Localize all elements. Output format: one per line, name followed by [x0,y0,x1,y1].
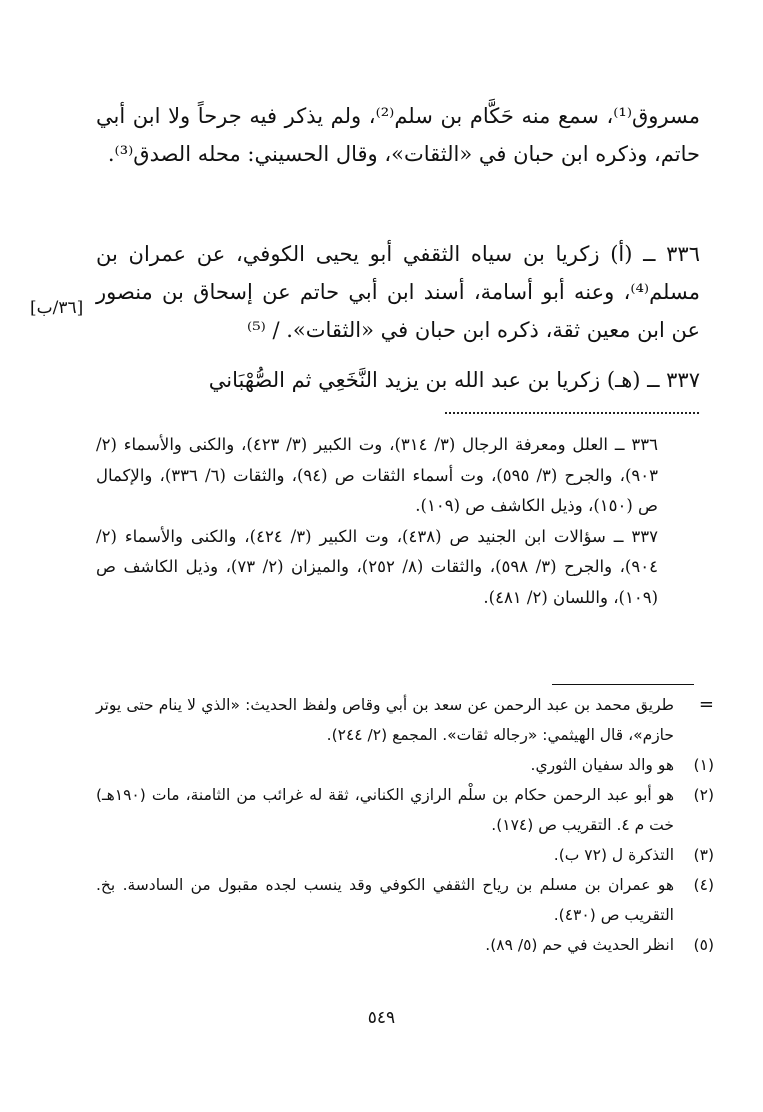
dotted-separator [445,412,699,414]
page-number: ٥٤٩ [367,1008,396,1028]
footnote-item [96,930,714,960]
footnote-number: (٣) [693,846,714,864]
footnote-rule [552,684,694,685]
manuscript-folio-marker: [٣٦/ب] [30,298,84,318]
footnote-text: طريق محمد بن عبد الرحمن عن سعد بن أبي وقاص ولفظ الحديث: «الذي لا ينام حتى يوتر حازم»، قال الهيثمي: «رجاله ثقات». المجمع (٢/ ٢٤٤). [96,696,674,744]
footnote-text: هو أبو عبد الرحمن حكام بن سلْم الرازي الكناني، ثقة له غرائب من الثامنة، مات (١٩٠هـ) خت م ٤. التقريب ص (١٧٤). [96,786,674,834]
entry-337-heading: ٣٣٧ ــ (هـ) زكريا بن عبد الله بن يزيد النَّخَعِي ثم الصُّهْبَاني [208,368,700,392]
footnote-item [96,870,714,930]
footnote-item [96,840,714,870]
footnote-continuation [96,690,714,750]
footnote-text: هو والد سفيان الثوري. [530,756,674,774]
footnote-item [96,780,714,840]
continuation-mark: = [698,694,714,715]
footnote-text: التذكرة ل (٧٢ ب). [553,846,674,864]
footnote-number: (١) [693,756,714,774]
footnote-number: (٤) [693,876,714,894]
sources-apparatus [96,430,658,613]
footnote-text: انظر الحديث في حم (٥/ ٨٩). [485,936,674,954]
entry-336: ٣٣٦ ــ (أ) زكريا بن سياه الثقفي أبو يحيى الكوفي، عن عمران بن مسلم⁽⁴⁾، وعنه أبو أسامة، أسند ابن أبي حاتم عن إسحاق بن منصور عن ابن معين ثقة، ذكره ابن حبان في «الثقات». / ⁽⁵⁾ [96,242,700,342]
footnotes [96,690,714,960]
sources-336: ٣٣٦ ــ العلل ومعرفة الرجال (٣/ ٣١٤)، وت الكبير (٣/ ٤٢٣)، والكنى والأسماء (٢/ ٩٠٣)، والجرح (٣/ ٥٩٥)، وت أسماء الثقات ص (٩٤)، والثقات (٦/ ٣٣٦)، والإكمال ص (١٥٠)، وذيل الكاشف ص (١٠٩). [96,435,658,515]
footnote-number: (٥) [693,936,714,954]
sources-337: ٣٣٧ ــ سؤالات ابن الجنيد ص (٤٣٨)، وت الكبير (٣/ ٤٢٤)، والكنى والأسماء (٢/ ٩٠٤)، والجرح (٣/ ٥٩٨)، والثقات (٨/ ٢٥٢)، والميزان (٢/ ٧٣)، وذيل الكاشف ص (١٠٩)، واللسان (٢/ ٤٨١). [96,526,658,607]
footnote-number: (٢) [693,786,714,804]
footnote-text: هو عمران بن مسلم بن رياح الثقفي الكوفي وقد ينسب لجده مقبول من السادسة. بخ. التقريب ص (٤٣٠). [96,876,674,924]
footnote-item [96,750,714,780]
main-paragraph-continuation: مسروق⁽¹⁾، سمع منه حَكَّام بن سلم⁽²⁾، ولم يذكر فيه جرحاً ولا ابن أبي حاتم، وذكره ابن حبان في «الثقات»، وقال الحسيني: محله الصدق⁽³⁾. [96,104,700,166]
